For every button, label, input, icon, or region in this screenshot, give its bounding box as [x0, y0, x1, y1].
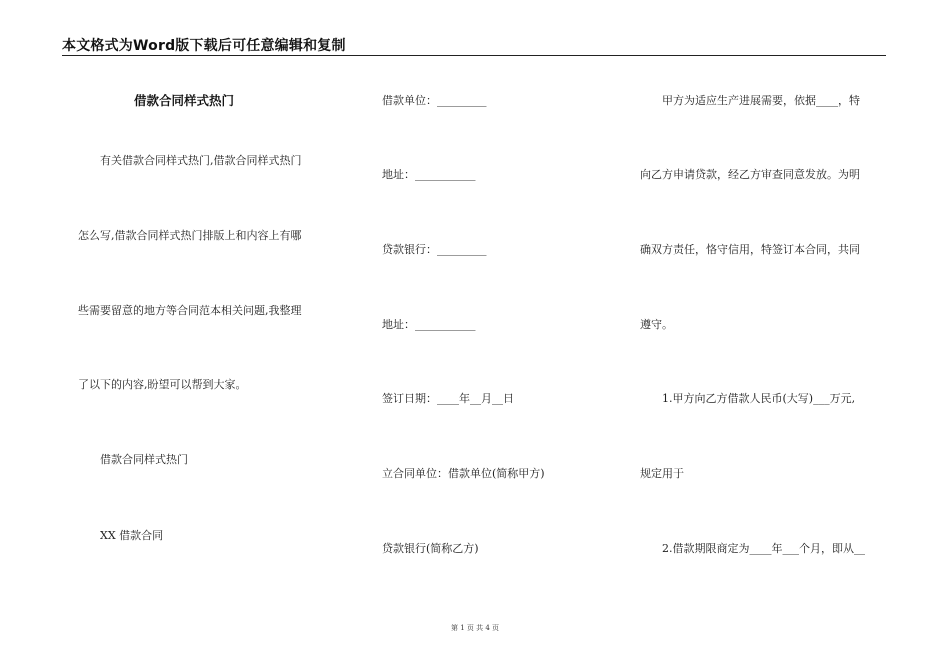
paragraph-line: 有关借款合同样式热门,借款合同样式热门 — [100, 154, 302, 167]
form-field-line: 签订日期：____年__月__日 — [382, 392, 514, 405]
paragraph-line: 1.甲方向乙方借款人民币(大写)___万元, — [662, 392, 856, 405]
paragraph-line: 遵守。 — [640, 318, 673, 331]
form-field-line: 地址：___________ — [382, 318, 476, 331]
paragraph-line: 些需要留意的地方等合同范本相关问题,我整理 — [78, 304, 302, 317]
form-field-line: 贷款银行：_________ — [382, 243, 487, 256]
paragraph-line: 确双方责任，恪守信用，特签订本合同，共同 — [640, 243, 860, 256]
paragraph-line: 规定用于 — [640, 467, 684, 480]
paragraph-line: XX 借款合同 — [100, 529, 164, 542]
page-number-footer: 第 1 页 共 4 页 — [450, 624, 500, 632]
form-field-line: 借款单位：_________ — [382, 94, 487, 107]
document-title: 借款合同样式热门 — [134, 93, 235, 108]
form-field-line: 地址：___________ — [382, 168, 476, 181]
paragraph-line: 向乙方申请贷款，经乙方审查同意发放。为明 — [640, 168, 860, 181]
form-field-line: 立合同单位：借款单位(简称甲方) — [382, 467, 545, 480]
page-header — [62, 33, 886, 56]
paragraph-line: 怎么写,借款合同样式热门排版上和内容上有哪 — [78, 229, 302, 242]
form-field-line: 贷款银行(简称乙方) — [382, 542, 479, 555]
paragraph-line: 2.借款期限商定为____年___个月，即从__ — [662, 542, 865, 555]
header-title: 本文格式为Word版下载后可任意编辑和复制 — [62, 38, 346, 54]
paragraph-line: 借款合同样式热门 — [100, 453, 188, 466]
paragraph-line: 甲方为适应生产进展需要，依据____，特 — [662, 94, 860, 107]
paragraph-line: 了以下的内容,盼望可以帮到大家。 — [78, 378, 247, 391]
